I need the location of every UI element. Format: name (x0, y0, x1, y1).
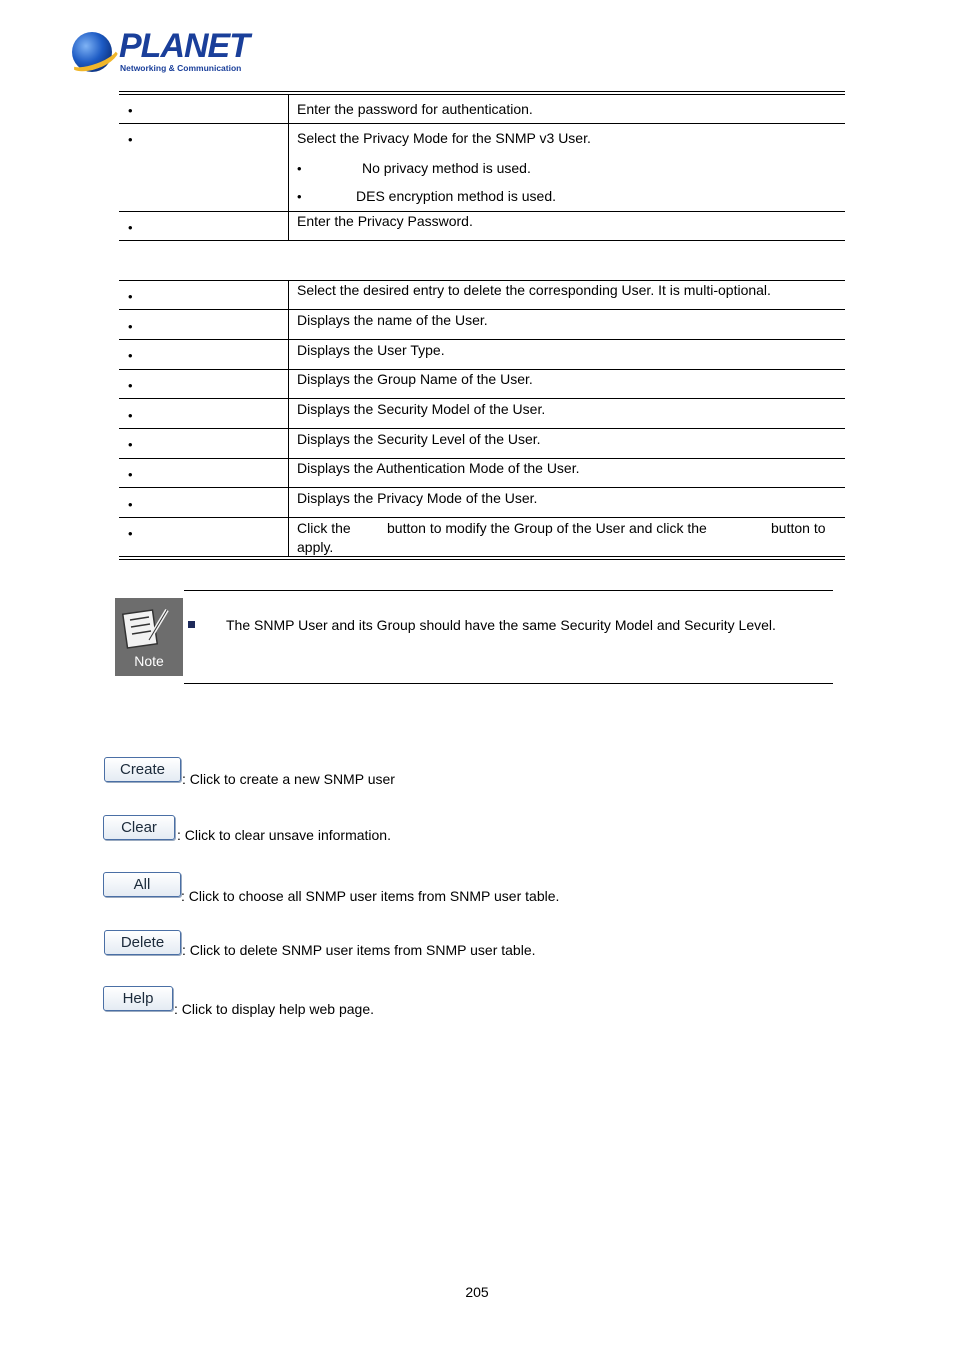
row-description: Displays the Security Level of the User. (297, 431, 541, 447)
column-divider (288, 94, 289, 240)
clear-button-description: : Click to clear unsave information. (177, 827, 391, 843)
row-bullet: • (128, 408, 133, 423)
table-row-divider (119, 309, 845, 310)
sub-item-bullet: • (297, 161, 302, 176)
row-bullet: • (128, 526, 133, 541)
table-top-rule (119, 91, 845, 92)
table-row-divider (119, 211, 845, 212)
column-divider (288, 280, 289, 556)
create-button-description: : Click to create a new SNMP user (182, 771, 395, 787)
table-row-divider (119, 123, 845, 124)
row-bullet: • (128, 103, 133, 118)
note-icon-label: Note (134, 653, 164, 669)
table-row-divider (119, 458, 845, 459)
row-description: Displays the Privacy Mode of the User. (297, 490, 538, 506)
table-top-rule (119, 94, 845, 95)
row-bullet: • (128, 132, 133, 147)
row-bullet: • (128, 497, 133, 512)
delete-button-description: : Click to delete SNMP user items from SNMP user table. (182, 942, 536, 958)
row-bullet: • (128, 467, 133, 482)
all-button[interactable]: All (103, 872, 181, 897)
sub-item-text: DES encryption method is used. (356, 188, 556, 204)
row-bullet: • (128, 289, 133, 304)
table-top-rule (119, 280, 845, 281)
clear-button[interactable]: Clear (103, 815, 175, 840)
table-row-divider (119, 517, 845, 518)
row-bullet: • (128, 319, 133, 334)
row-description: Displays the Security Model of the User. (297, 401, 546, 417)
table-row-divider (119, 339, 845, 340)
table-row-divider (119, 369, 845, 370)
note-text: The SNMP User and its Group should have the same Security Model and Security Level. (226, 617, 776, 633)
row-bullet: • (128, 437, 133, 452)
table-row-divider (119, 487, 845, 488)
note-bottom-rule (184, 683, 833, 684)
row-description: Displays the Authentication Mode of the User. (297, 460, 580, 476)
row-description: Displays the name of the User. (297, 312, 488, 328)
table-bottom-rule (119, 556, 845, 557)
logo-wordmark: PLANET (119, 27, 249, 65)
create-button[interactable]: Create (104, 757, 181, 782)
row-description: Displays the Group Name of the User. (297, 371, 533, 387)
square-bullet-icon (188, 621, 195, 628)
page-number: 205 (465, 1284, 489, 1300)
sub-item-text: No privacy method is used. (362, 160, 531, 176)
delete-button[interactable]: Delete (104, 930, 181, 955)
table-row-divider (119, 398, 845, 399)
table-bottom-rule (119, 240, 845, 241)
row-description: Enter the password for authentication. (297, 101, 533, 117)
row-description-part: Click the (297, 520, 351, 536)
logo-tagline: Networking & Communication (120, 63, 242, 73)
help-button-description: : Click to display help web page. (174, 1001, 374, 1017)
row-bullet: • (128, 220, 133, 235)
row-description-part: button to modify the Group of the User and click the (387, 520, 707, 536)
row-description: Select the desired entry to delete the corresponding User. It is multi-optional. (297, 282, 771, 298)
row-description-part: apply. (297, 539, 334, 555)
row-description-part: button to (771, 520, 826, 536)
row-description: Displays the User Type. (297, 342, 445, 358)
note-top-rule (184, 590, 833, 591)
table-bottom-rule (119, 559, 845, 560)
sub-item-bullet: • (297, 189, 302, 204)
planet-logo (72, 27, 249, 76)
row-description: Select the Privacy Mode for the SNMP v3 User. (297, 130, 591, 146)
row-bullet: • (128, 348, 133, 363)
all-button-description: : Click to choose all SNMP user items from SNMP user table. (181, 888, 560, 904)
table-row-divider (119, 428, 845, 429)
row-description: Enter the Privacy Password. (297, 213, 473, 229)
row-bullet: • (128, 378, 133, 393)
help-button[interactable]: Help (103, 986, 173, 1011)
note-icon (115, 598, 183, 676)
